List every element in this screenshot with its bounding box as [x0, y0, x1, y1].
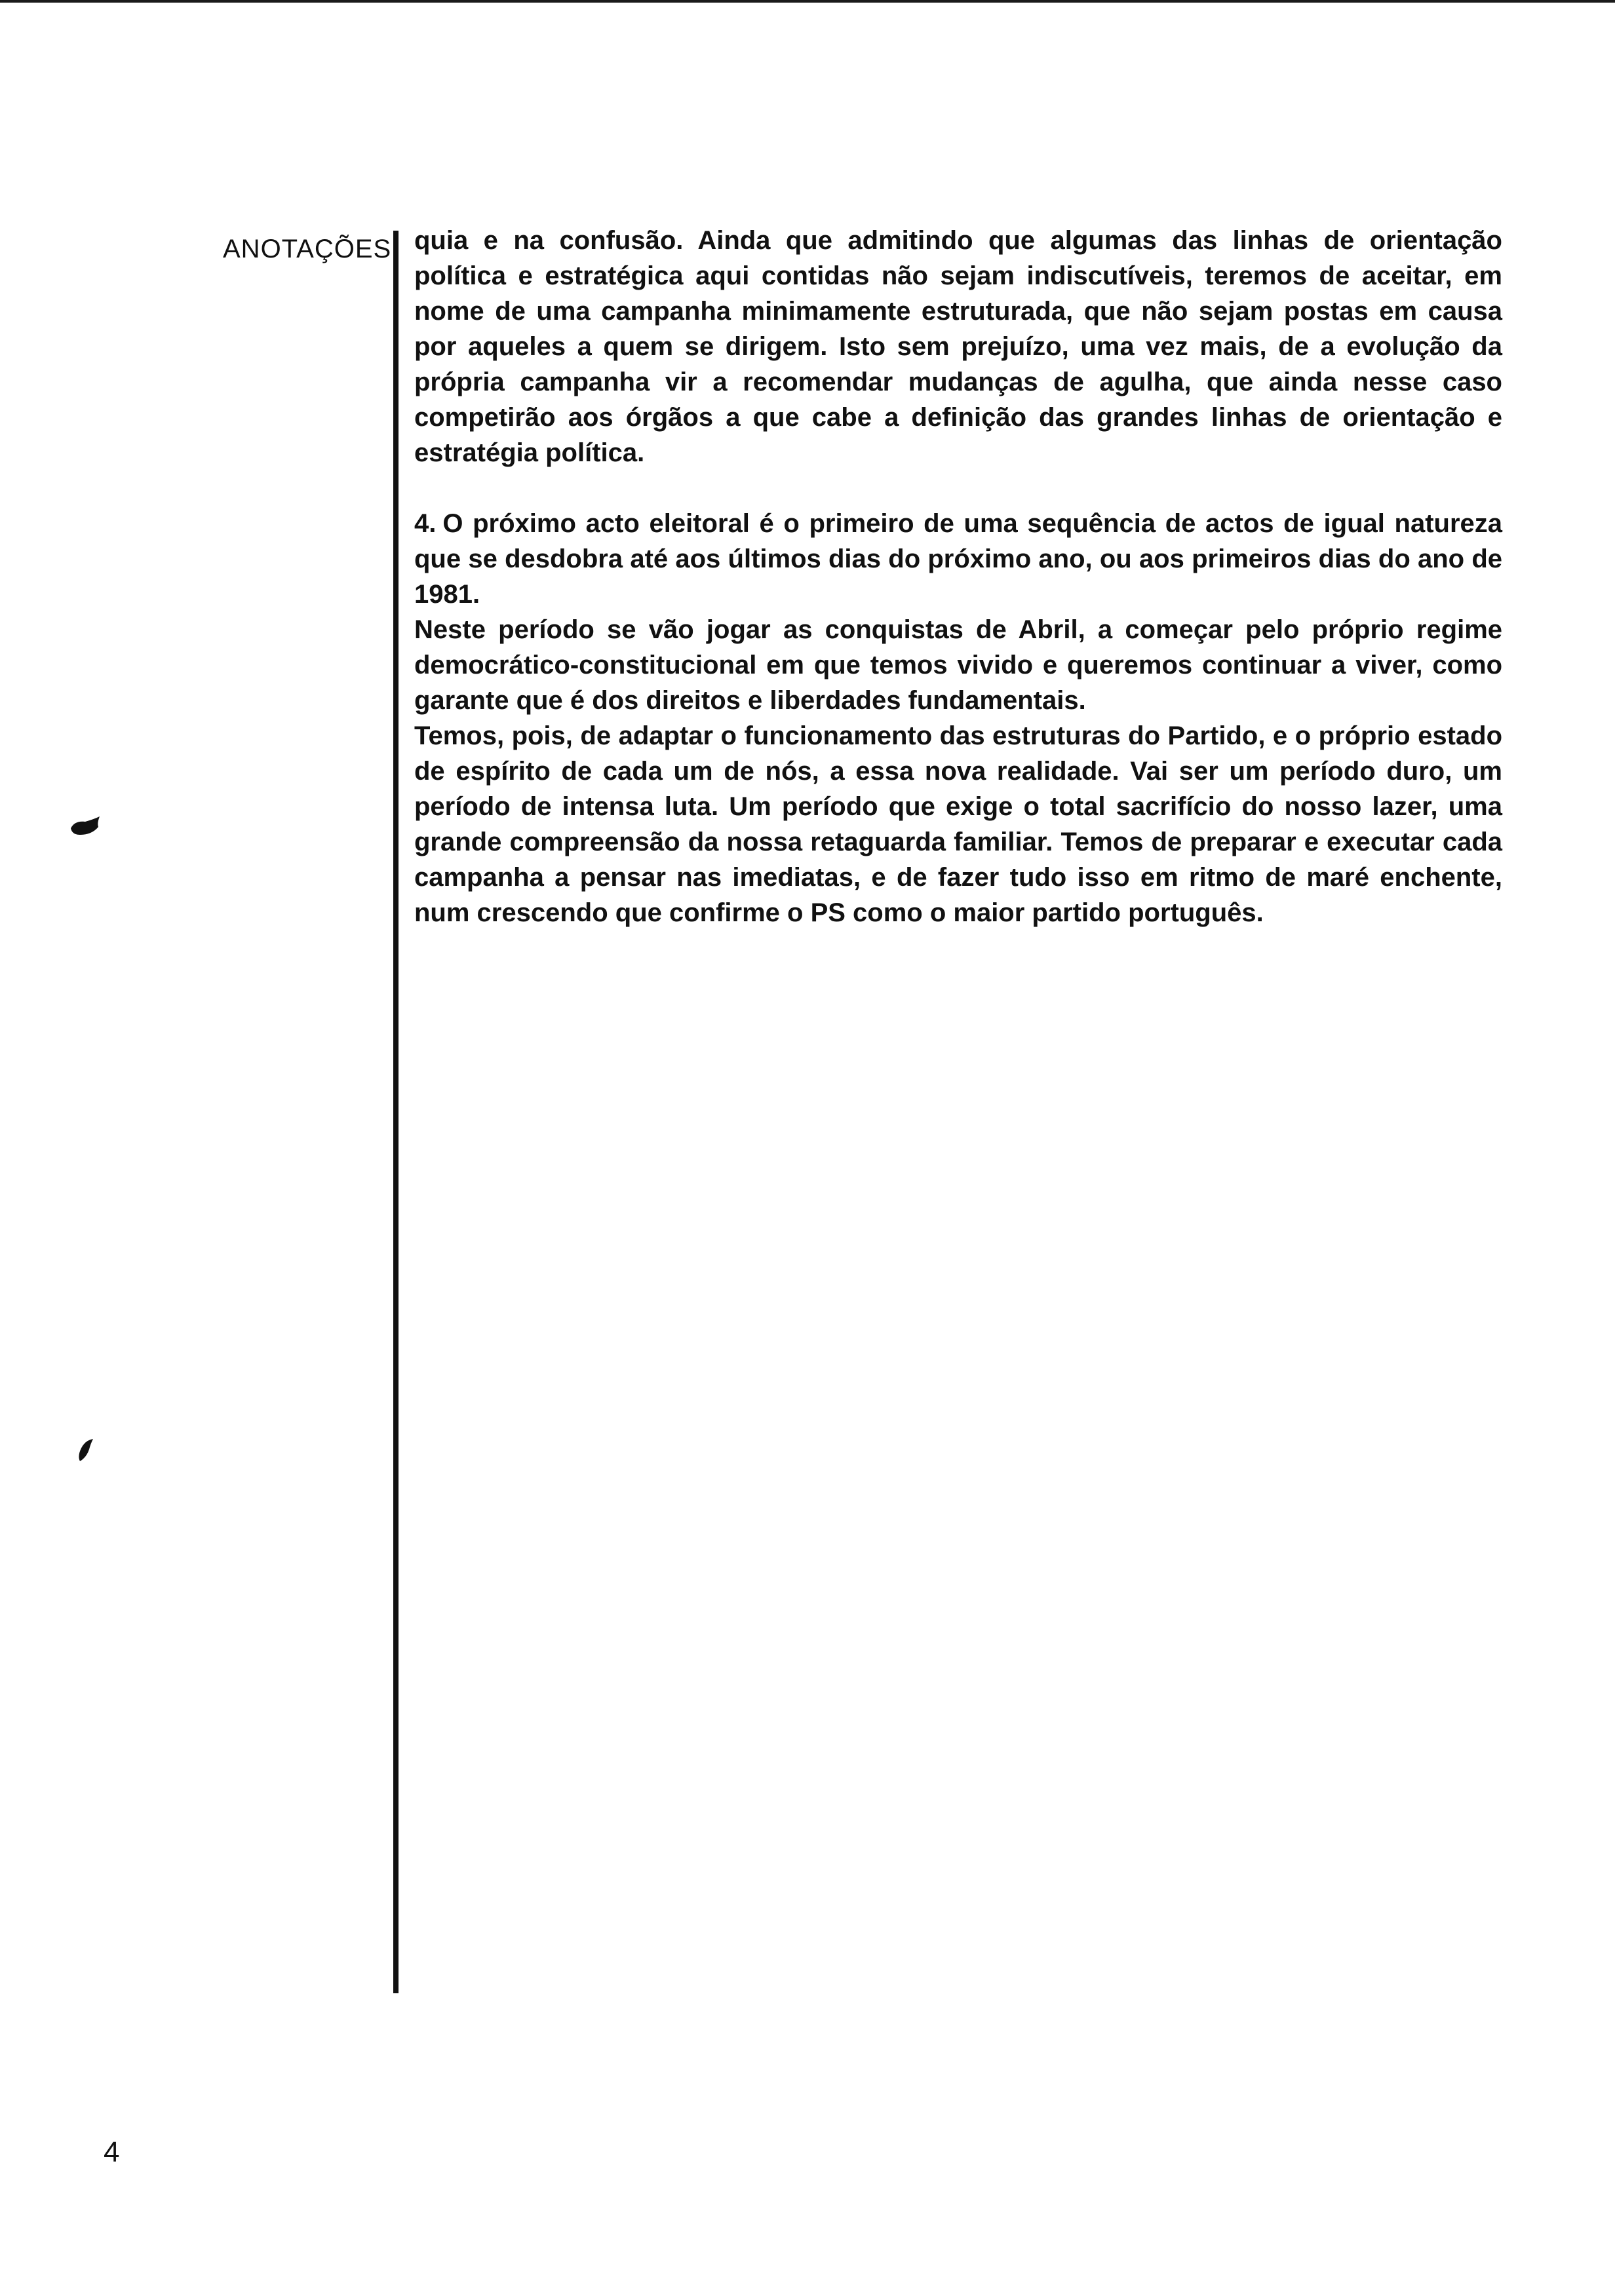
- paragraph-number: 4.: [414, 509, 437, 538]
- paragraph-2-text: O próximo acto eleitoral é o primeiro de uma sequência de actos de igual natureza que se desdobra até aos últimos dias do próximo ano, ou aos primeiros dias do ano de 1981.: [414, 509, 1502, 609]
- paragraph-4-text-a: Temos, pois, de adaptar o funcionamento das estruturas do Partido, e o próprio estado de espírito de cada um de nós, a essa nova realidade. Vai ser um período duro, um período de intensa luta. Um período que exige o total sacrifício do nosso lazer, uma grande compreensão da nossa retaguarda familiar. Temos de preparar e executar cada campanha a pensar nas imediatas, e de fazer tudo isso: [414, 721, 1502, 892]
- paragraph-3: Neste período se vão jogar as conquistas de Abril, a começar pelo próprio regime democrático-constitucional em que temos vivido e queremos continuar a viver, como garante que é dos direitos e liberdades fundamentais.: [414, 615, 1502, 715]
- body-text-column: [414, 223, 1502, 930]
- margin-divider-rule: [393, 231, 399, 1993]
- paragraph-4: [414, 718, 1502, 930]
- margin-ink-mark-lower: [76, 1436, 96, 1463]
- annotations-margin-label: ANOTAÇÕES: [223, 235, 392, 263]
- margin-ink-mark-upper: [68, 815, 102, 839]
- page-number: 4: [104, 2136, 120, 2168]
- paragraph-1: quia e na confusão. Ainda que admitindo que algumas das linhas de orientação política e estratégica aqui contidas não sejam indiscutíveis, teremos de aceitar, em nome de uma campanha minimamente estruturada, que não sejam postas em causa por aqueles a quem se dirigem. Isto sem prejuízo, uma vez mais, de a evolução da própria campanha vir a recomendar mudanças de agulha, que ainda nesse caso competirão aos órgãos a que cabe a definição das grandes linhas de orientação e estratégia política.: [414, 226, 1502, 467]
- top-border-rule: [0, 0, 1615, 3]
- paragraph-spacer: [414, 470, 1502, 506]
- paragraph-2: [414, 506, 1502, 612]
- paragraph-4-text-b: num crescendo que confirme o PS como o maior partido português.: [414, 898, 1264, 927]
- paragraph-4-emphasis: em ritmo de maré enchente,: [1140, 863, 1502, 892]
